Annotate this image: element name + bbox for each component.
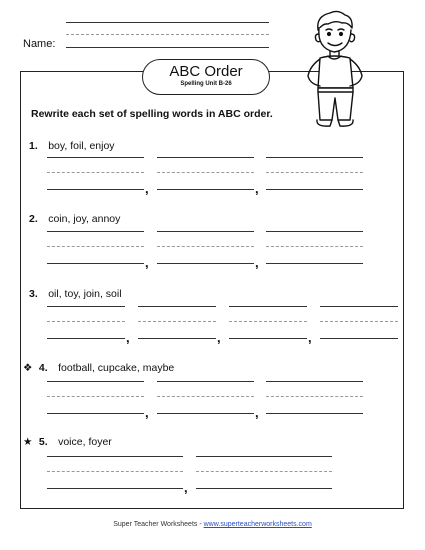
comma: , [255,181,259,196]
answer-write-line[interactable] [47,488,183,489]
question-number: 4. [38,362,48,374]
name-top-line [66,22,269,23]
answer-write-line[interactable] [320,338,398,339]
question-4 [23,358,174,376]
question-number: 3. [29,288,38,300]
answer-mid-line [229,321,307,322]
question-number: 1. [29,140,38,152]
answer-mid-line [266,246,363,247]
answer-mid-line [157,246,254,247]
cartoon-boy-illustration [298,8,370,130]
answer-top-line [47,381,144,382]
answer-mid-line [157,396,254,397]
answer-top-line [47,456,183,457]
answer-write-line[interactable] [266,189,363,190]
answer-mid-line [47,172,144,173]
title-badge [142,59,270,95]
answer-write-line[interactable] [229,338,307,339]
answer-write-line[interactable] [196,488,332,489]
answer-write-line[interactable] [47,189,144,190]
page-title: ABC Order [169,63,243,80]
question-words: coin, joy, annoy [48,213,121,225]
answer-mid-line [157,172,254,173]
question-1 [23,136,115,154]
question-words: oil, toy, join, soil [48,288,122,300]
answer-write-line[interactable] [266,263,363,264]
answer-top-line [229,306,307,307]
answer-top-line [157,381,254,382]
question-number: 5. [38,436,48,448]
answer-top-line [157,157,254,158]
comma: , [126,330,130,345]
answer-mid-line [138,321,216,322]
question-3 [23,284,122,302]
answer-mid-line [47,396,144,397]
question-5 [23,432,112,450]
question-number: 2. [29,213,38,225]
answer-write-line[interactable] [47,413,144,414]
comma: , [308,330,312,345]
question-words: football, cupcake, maybe [58,362,175,374]
answer-write-line[interactable] [157,189,254,190]
answer-mid-line [266,172,363,173]
answer-top-line [47,157,144,158]
question-words: voice, foyer [58,436,112,448]
answer-mid-line [47,471,183,472]
star-marker-icon: ★ [23,436,33,448]
comma: , [145,255,149,270]
comma: , [145,405,149,420]
answer-mid-line [196,471,332,472]
answer-mid-line [320,321,398,322]
comma: , [217,330,221,345]
answer-write-line[interactable] [157,413,254,414]
answer-write-line[interactable] [138,338,216,339]
footer [0,521,425,528]
answer-top-line [266,157,363,158]
answer-top-line [47,306,125,307]
answer-top-line [266,231,363,232]
answer-write-line[interactable] [266,413,363,414]
comma: , [184,480,188,495]
footer-link[interactable]: www.superteacherworksheets.com [203,521,312,528]
comma: , [255,255,259,270]
question-words: boy, foil, enjoy [48,140,115,152]
answer-write-line[interactable] [47,338,125,339]
diamond-marker-icon: ❖ [23,362,33,374]
answer-top-line [138,306,216,307]
footer-text: Super Teacher Worksheets - [113,521,204,528]
name-label: Name: [23,38,56,50]
name-mid-dashed-line [66,34,269,35]
answer-mid-line [47,321,125,322]
instructions-text: Rewrite each set of spelling words in ABC order. [31,108,273,120]
answer-mid-line [266,396,363,397]
comma: , [145,181,149,196]
answer-top-line [157,231,254,232]
answer-top-line [266,381,363,382]
answer-top-line [47,231,144,232]
answer-write-line[interactable] [157,263,254,264]
comma: , [255,405,259,420]
answer-write-line[interactable] [47,263,144,264]
answer-mid-line [47,246,144,247]
answer-top-line [196,456,332,457]
name-write-line[interactable] [66,47,269,48]
answer-top-line [320,306,398,307]
page-subtitle: Spelling Unit B-26 [180,81,232,87]
question-2 [23,209,120,227]
